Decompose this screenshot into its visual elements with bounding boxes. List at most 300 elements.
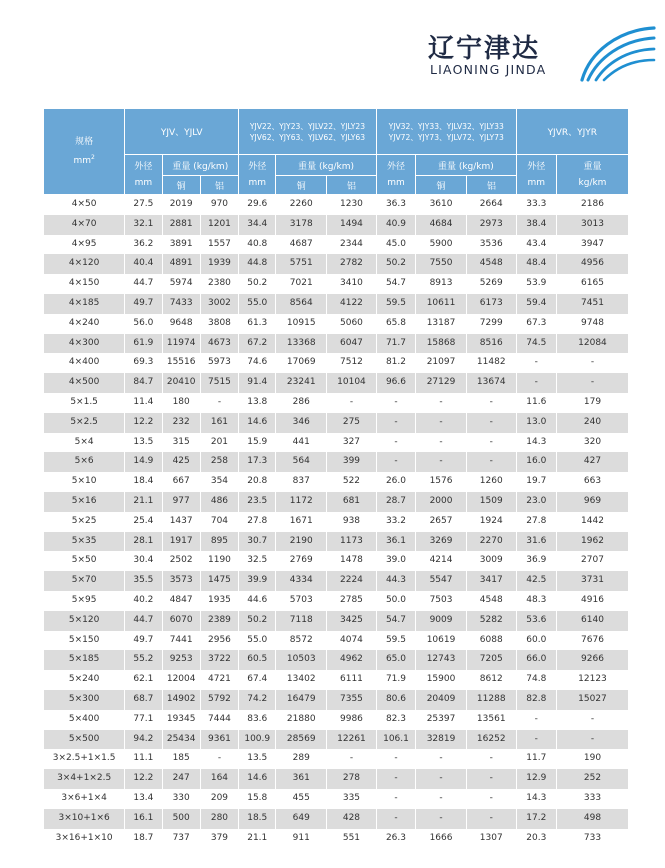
row-value-cell: 4956 [556, 254, 628, 274]
copper-header-2: 铜 [276, 176, 327, 195]
row-value-cell: - [416, 413, 467, 433]
row-value-cell: 59.5 [376, 631, 415, 651]
row-value-cell: - [416, 393, 467, 413]
row-value-cell: 911 [276, 829, 327, 849]
row-value-cell: 14.3 [516, 789, 556, 809]
row-value-cell: 3573 [162, 571, 200, 591]
od-header-2: 外径 mm [239, 155, 276, 195]
row-value-cell: 15900 [416, 670, 467, 690]
row-value-cell: 8913 [416, 274, 467, 294]
row-value-cell: 60.5 [239, 650, 276, 670]
row-value-cell: 21.1 [125, 492, 162, 512]
row-value-cell: 96.6 [376, 373, 415, 393]
table-row [44, 690, 628, 710]
row-value-cell: 14.3 [516, 433, 556, 453]
row-value-cell: 12.2 [125, 769, 162, 789]
spec-unit-sup: 2 [90, 154, 95, 161]
weight-header-4: 重量 kg/km [556, 155, 628, 195]
row-value-cell: 50.2 [376, 254, 415, 274]
row-value-cell: - [327, 749, 377, 769]
table-row [44, 809, 628, 829]
row-value-cell: 1260 [466, 472, 516, 492]
cable-spec-table [44, 109, 628, 848]
row-value-cell: - [416, 749, 467, 769]
row-value-cell: 2785 [327, 591, 377, 611]
row-value-cell: 7444 [200, 710, 238, 730]
row-value-cell: 3410 [327, 274, 377, 294]
row-value-cell: 7118 [276, 611, 327, 631]
table-row [44, 334, 628, 354]
group-header-3: YJV32、YJY33、YJLV32、YJLY33 YJV72、YJY73、YJLV72、YJLY73 [376, 109, 516, 155]
row-value-cell: 8572 [276, 631, 327, 651]
row-value-cell: 4673 [200, 334, 238, 354]
row-value-cell: 441 [276, 433, 327, 453]
row-spec-cell: 5×1.5 [44, 393, 125, 413]
row-value-cell: 1924 [466, 512, 516, 532]
row-value-cell: 8564 [276, 294, 327, 314]
row-value-cell: 2389 [200, 611, 238, 631]
row-spec-cell: 3×4+1×2.5 [44, 769, 125, 789]
row-value-cell: 2973 [466, 215, 516, 235]
row-value-cell: 2707 [556, 551, 628, 571]
row-value-cell: 67.2 [239, 334, 276, 354]
row-value-cell: 17.3 [239, 452, 276, 472]
row-value-cell: 969 [556, 492, 628, 512]
row-value-cell: 21880 [276, 710, 327, 730]
swoosh-logo-icon [578, 22, 658, 84]
row-value-cell: - [466, 452, 516, 472]
table-row [44, 571, 628, 591]
row-value-cell: 681 [327, 492, 377, 512]
row-value-cell: 551 [327, 829, 377, 849]
row-value-cell: 4074 [327, 631, 377, 651]
spec-unit: mm [73, 156, 91, 166]
table-row [44, 294, 628, 314]
weight-header-2: 重量 (kg/km) [276, 155, 376, 176]
row-value-cell: 71.7 [376, 334, 415, 354]
table-row [44, 749, 628, 769]
row-value-cell: - [376, 433, 415, 453]
row-value-cell: 69.3 [125, 353, 162, 373]
row-value-cell: - [376, 789, 415, 809]
row-value-cell: - [466, 809, 516, 829]
table-row [44, 254, 628, 274]
row-value-cell: 9748 [556, 314, 628, 334]
row-value-cell: 1666 [416, 829, 467, 849]
row-value-cell: 27129 [416, 373, 467, 393]
row-value-cell: 327 [327, 433, 377, 453]
table-body [44, 195, 628, 849]
row-value-cell: 7512 [327, 353, 377, 373]
table-row [44, 413, 628, 433]
row-value-cell: 3731 [556, 571, 628, 591]
row-spec-cell: 3×10+1×6 [44, 809, 125, 829]
row-value-cell: 733 [556, 829, 628, 849]
row-value-cell: 3009 [466, 551, 516, 571]
row-value-cell: 209 [200, 789, 238, 809]
brand-logo [428, 22, 658, 92]
row-value-cell: 4847 [162, 591, 200, 611]
row-value-cell: 2000 [416, 492, 467, 512]
row-value-cell: 3417 [466, 571, 516, 591]
row-value-cell: 11482 [466, 353, 516, 373]
row-value-cell: 28.1 [125, 532, 162, 552]
row-value-cell: - [416, 789, 467, 809]
row-value-cell: - [516, 730, 556, 750]
row-value-cell: 23241 [276, 373, 327, 393]
aluminum-header-3: 铝 [466, 176, 516, 195]
row-value-cell: 55.0 [239, 631, 276, 651]
row-value-cell: 13.8 [239, 393, 276, 413]
row-value-cell: 65.8 [376, 314, 415, 334]
row-value-cell: 6173 [466, 294, 516, 314]
row-value-cell: 23.0 [516, 492, 556, 512]
row-value-cell: 425 [162, 452, 200, 472]
row-value-cell: 2769 [276, 551, 327, 571]
row-value-cell: 74.2 [239, 690, 276, 710]
row-value-cell: 44.3 [376, 571, 415, 591]
row-value-cell: 56.0 [125, 314, 162, 334]
row-value-cell: 4962 [327, 650, 377, 670]
row-value-cell: 25.4 [125, 512, 162, 532]
row-value-cell: - [556, 353, 628, 373]
row-value-cell: - [556, 373, 628, 393]
row-spec-cell: 5×95 [44, 591, 125, 611]
row-value-cell: 428 [327, 809, 377, 829]
row-value-cell: 23.5 [239, 492, 276, 512]
row-value-cell: 7021 [276, 274, 327, 294]
row-value-cell: 39.9 [239, 571, 276, 591]
row-value-cell: 45.0 [376, 235, 415, 255]
row-value-cell: 42.5 [516, 571, 556, 591]
row-value-cell: 1201 [200, 215, 238, 235]
row-value-cell: 16479 [276, 690, 327, 710]
row-value-cell: 53.6 [516, 611, 556, 631]
row-value-cell: 36.9 [516, 551, 556, 571]
row-value-cell: 4548 [466, 591, 516, 611]
row-value-cell: 8612 [466, 670, 516, 690]
row-value-cell: - [516, 710, 556, 730]
row-value-cell: 7299 [466, 314, 516, 334]
row-value-cell: 14.9 [125, 452, 162, 472]
table-row [44, 650, 628, 670]
aluminum-header-2: 铝 [327, 176, 377, 195]
row-value-cell: 43.4 [516, 235, 556, 255]
table-row [44, 532, 628, 552]
row-value-cell: - [376, 749, 415, 769]
row-value-cell: 280 [200, 809, 238, 829]
row-value-cell: 36.2 [125, 235, 162, 255]
row-value-cell: 7205 [466, 650, 516, 670]
row-value-cell: 1307 [466, 829, 516, 849]
row-value-cell: - [376, 413, 415, 433]
row-value-cell: 9009 [416, 611, 467, 631]
row-value-cell: 180 [162, 393, 200, 413]
row-value-cell: 40.4 [125, 254, 162, 274]
row-value-cell: 13.4 [125, 789, 162, 809]
row-value-cell: 44.8 [239, 254, 276, 274]
row-value-cell: 50.0 [376, 591, 415, 611]
row-value-cell: 11974 [162, 334, 200, 354]
row-value-cell: 278 [327, 769, 377, 789]
row-value-cell: 21097 [416, 353, 467, 373]
row-value-cell: - [416, 433, 467, 453]
aluminum-header-1: 铝 [200, 176, 238, 195]
weight-header-1: 重量 (kg/km) [162, 155, 239, 176]
row-value-cell: 38.4 [516, 215, 556, 235]
row-value-cell: 4684 [416, 215, 467, 235]
table-row [44, 551, 628, 571]
group-header-2: YJV22、YJY23、YJLV22、YJLY23 YJV62、YJY63、YJLV62、YJLY63 [239, 109, 377, 155]
row-value-cell: 1475 [200, 571, 238, 591]
row-value-cell: - [376, 452, 415, 472]
table-row [44, 195, 628, 215]
row-value-cell: 315 [162, 433, 200, 453]
row-value-cell: 39.0 [376, 551, 415, 571]
row-value-cell: 164 [200, 769, 238, 789]
row-value-cell: 258 [200, 452, 238, 472]
row-value-cell: 12.2 [125, 413, 162, 433]
row-spec-cell: 5×35 [44, 532, 125, 552]
row-value-cell: 346 [276, 413, 327, 433]
row-spec-cell: 5×400 [44, 710, 125, 730]
row-value-cell: 28.7 [376, 492, 415, 512]
row-value-cell: 12743 [416, 650, 467, 670]
row-value-cell: 14.6 [239, 769, 276, 789]
table-row [44, 730, 628, 750]
row-value-cell: 12.9 [516, 769, 556, 789]
row-spec-cell: 4×500 [44, 373, 125, 393]
od-header-1: 外径 mm [125, 155, 162, 195]
row-value-cell: - [466, 413, 516, 433]
row-value-cell: 232 [162, 413, 200, 433]
row-value-cell: 667 [162, 472, 200, 492]
row-spec-cell: 4×300 [44, 334, 125, 354]
row-value-cell: 3722 [200, 650, 238, 670]
row-value-cell: 7433 [162, 294, 200, 314]
row-value-cell: 30.4 [125, 551, 162, 571]
row-value-cell: 5792 [200, 690, 238, 710]
row-value-cell: 54.7 [376, 611, 415, 631]
row-value-cell: 50.2 [239, 611, 276, 631]
table-row [44, 492, 628, 512]
row-value-cell: 35.5 [125, 571, 162, 591]
row-value-cell: 18.4 [125, 472, 162, 492]
row-spec-cell: 4×120 [44, 254, 125, 274]
row-spec-cell: 4×400 [44, 353, 125, 373]
row-value-cell: 2260 [276, 195, 327, 215]
row-value-cell: 12261 [327, 730, 377, 750]
row-value-cell: 81.2 [376, 353, 415, 373]
copper-header-3: 铜 [416, 176, 467, 195]
row-value-cell: 3013 [556, 215, 628, 235]
table-row [44, 670, 628, 690]
row-value-cell: 1494 [327, 215, 377, 235]
row-value-cell: - [556, 710, 628, 730]
row-spec-cell: 4×240 [44, 314, 125, 334]
row-value-cell: 5547 [416, 571, 467, 591]
row-value-cell: 44.7 [125, 274, 162, 294]
row-value-cell: 649 [276, 809, 327, 829]
row-value-cell: 14902 [162, 690, 200, 710]
row-value-cell: 7515 [200, 373, 238, 393]
row-value-cell: 61.9 [125, 334, 162, 354]
table-row [44, 789, 628, 809]
row-value-cell: - [556, 730, 628, 750]
spec-header-cell [44, 109, 125, 195]
row-value-cell: 62.1 [125, 670, 162, 690]
row-value-cell: 61.3 [239, 314, 276, 334]
row-value-cell: 33.3 [516, 195, 556, 215]
spec-header: 规格 [75, 137, 94, 147]
row-value-cell: 9253 [162, 650, 200, 670]
table-row [44, 433, 628, 453]
row-value-cell: 17069 [276, 353, 327, 373]
row-spec-cell: 4×70 [44, 215, 125, 235]
row-value-cell: 66.0 [516, 650, 556, 670]
row-value-cell: 6047 [327, 334, 377, 354]
table-row [44, 611, 628, 631]
row-value-cell: - [200, 393, 238, 413]
row-value-cell: 5974 [162, 274, 200, 294]
row-value-cell: - [516, 353, 556, 373]
row-value-cell: 11.1 [125, 749, 162, 769]
row-value-cell: 201 [200, 433, 238, 453]
row-value-cell: 34.4 [239, 215, 276, 235]
row-spec-cell: 5×50 [44, 551, 125, 571]
row-value-cell: 55.2 [125, 650, 162, 670]
table-row [44, 215, 628, 235]
row-value-cell: 67.4 [239, 670, 276, 690]
row-value-cell: 10619 [416, 631, 467, 651]
row-value-cell: 1671 [276, 512, 327, 532]
row-spec-cell: 4×95 [44, 235, 125, 255]
row-value-cell: 6070 [162, 611, 200, 631]
row-value-cell: 10611 [416, 294, 467, 314]
row-value-cell: 455 [276, 789, 327, 809]
row-value-cell: 65.0 [376, 650, 415, 670]
row-value-cell: 5269 [466, 274, 516, 294]
row-value-cell: 5751 [276, 254, 327, 274]
row-value-cell: 18.5 [239, 809, 276, 829]
row-value-cell: 399 [327, 452, 377, 472]
brand-name-en: LIAONING JINDA [430, 62, 547, 77]
row-value-cell: 190 [556, 749, 628, 769]
row-value-cell: 12123 [556, 670, 628, 690]
table-row [44, 472, 628, 492]
table-row [44, 631, 628, 651]
row-value-cell: 40.2 [125, 591, 162, 611]
row-value-cell: 15027 [556, 690, 628, 710]
row-value-cell: 25397 [416, 710, 467, 730]
row-spec-cell: 3×6+1×4 [44, 789, 125, 809]
row-value-cell: 49.7 [125, 631, 162, 651]
row-value-cell: 938 [327, 512, 377, 532]
row-value-cell: 100.9 [239, 730, 276, 750]
row-value-cell: 26.0 [376, 472, 415, 492]
row-value-cell: 500 [162, 809, 200, 829]
row-spec-cell: 5×25 [44, 512, 125, 532]
row-value-cell: 240 [556, 413, 628, 433]
row-value-cell: 6140 [556, 611, 628, 631]
row-value-cell: 59.4 [516, 294, 556, 314]
row-spec-cell: 5×120 [44, 611, 125, 631]
row-value-cell: 2019 [162, 195, 200, 215]
row-value-cell: 71.9 [376, 670, 415, 690]
row-value-cell: 83.6 [239, 710, 276, 730]
row-value-cell: 36.3 [376, 195, 415, 215]
row-value-cell: 13.5 [125, 433, 162, 453]
row-value-cell: 663 [556, 472, 628, 492]
row-value-cell: 2664 [466, 195, 516, 215]
table-row [44, 274, 628, 294]
row-spec-cell: 5×150 [44, 631, 125, 651]
row-value-cell: - [416, 809, 467, 829]
row-value-cell: 1172 [276, 492, 327, 512]
row-value-cell: 50.2 [239, 274, 276, 294]
row-value-cell: 1917 [162, 532, 200, 552]
row-value-cell: 12084 [556, 334, 628, 354]
row-value-cell: 94.2 [125, 730, 162, 750]
row-value-cell: 4687 [276, 235, 327, 255]
row-value-cell: 32.1 [125, 215, 162, 235]
weight-header-3: 重量 (kg/km) [416, 155, 516, 176]
row-value-cell: 25434 [162, 730, 200, 750]
row-value-cell: - [466, 749, 516, 769]
group-header-1: YJV、YJLV [125, 109, 239, 155]
row-value-cell: 5703 [276, 591, 327, 611]
row-value-cell: 19345 [162, 710, 200, 730]
row-value-cell: 2380 [200, 274, 238, 294]
table-row [44, 314, 628, 334]
row-value-cell: 161 [200, 413, 238, 433]
row-value-cell: 247 [162, 769, 200, 789]
row-value-cell: 27.5 [125, 195, 162, 215]
row-spec-cell: 3×16+1×10 [44, 829, 125, 849]
row-value-cell: - [200, 749, 238, 769]
row-value-cell: 48.3 [516, 591, 556, 611]
row-value-cell: 1173 [327, 532, 377, 552]
row-value-cell: 13187 [416, 314, 467, 334]
row-value-cell: 19.7 [516, 472, 556, 492]
row-value-cell: 3891 [162, 235, 200, 255]
row-value-cell: 82.3 [376, 710, 415, 730]
row-value-cell: 10915 [276, 314, 327, 334]
row-value-cell: 289 [276, 749, 327, 769]
row-value-cell: 32.5 [239, 551, 276, 571]
row-value-cell: 498 [556, 809, 628, 829]
row-value-cell: 7676 [556, 631, 628, 651]
row-spec-cell: 5×500 [44, 730, 125, 750]
row-value-cell: 27.8 [239, 512, 276, 532]
row-value-cell: 3425 [327, 611, 377, 631]
group-header-4: YJVR、YJYR [516, 109, 628, 155]
row-spec-cell: 4×185 [44, 294, 125, 314]
row-value-cell: 74.8 [516, 670, 556, 690]
row-value-cell: 44.7 [125, 611, 162, 631]
row-value-cell: 9648 [162, 314, 200, 334]
row-value-cell: 26.3 [376, 829, 415, 849]
table-row [44, 591, 628, 611]
row-value-cell: 2344 [327, 235, 377, 255]
table-row [44, 829, 628, 849]
row-value-cell: 1576 [416, 472, 467, 492]
row-value-cell: - [466, 789, 516, 809]
row-value-cell: 7503 [416, 591, 467, 611]
row-value-cell: 4891 [162, 254, 200, 274]
table-row [44, 393, 628, 413]
row-value-cell: 179 [556, 393, 628, 413]
